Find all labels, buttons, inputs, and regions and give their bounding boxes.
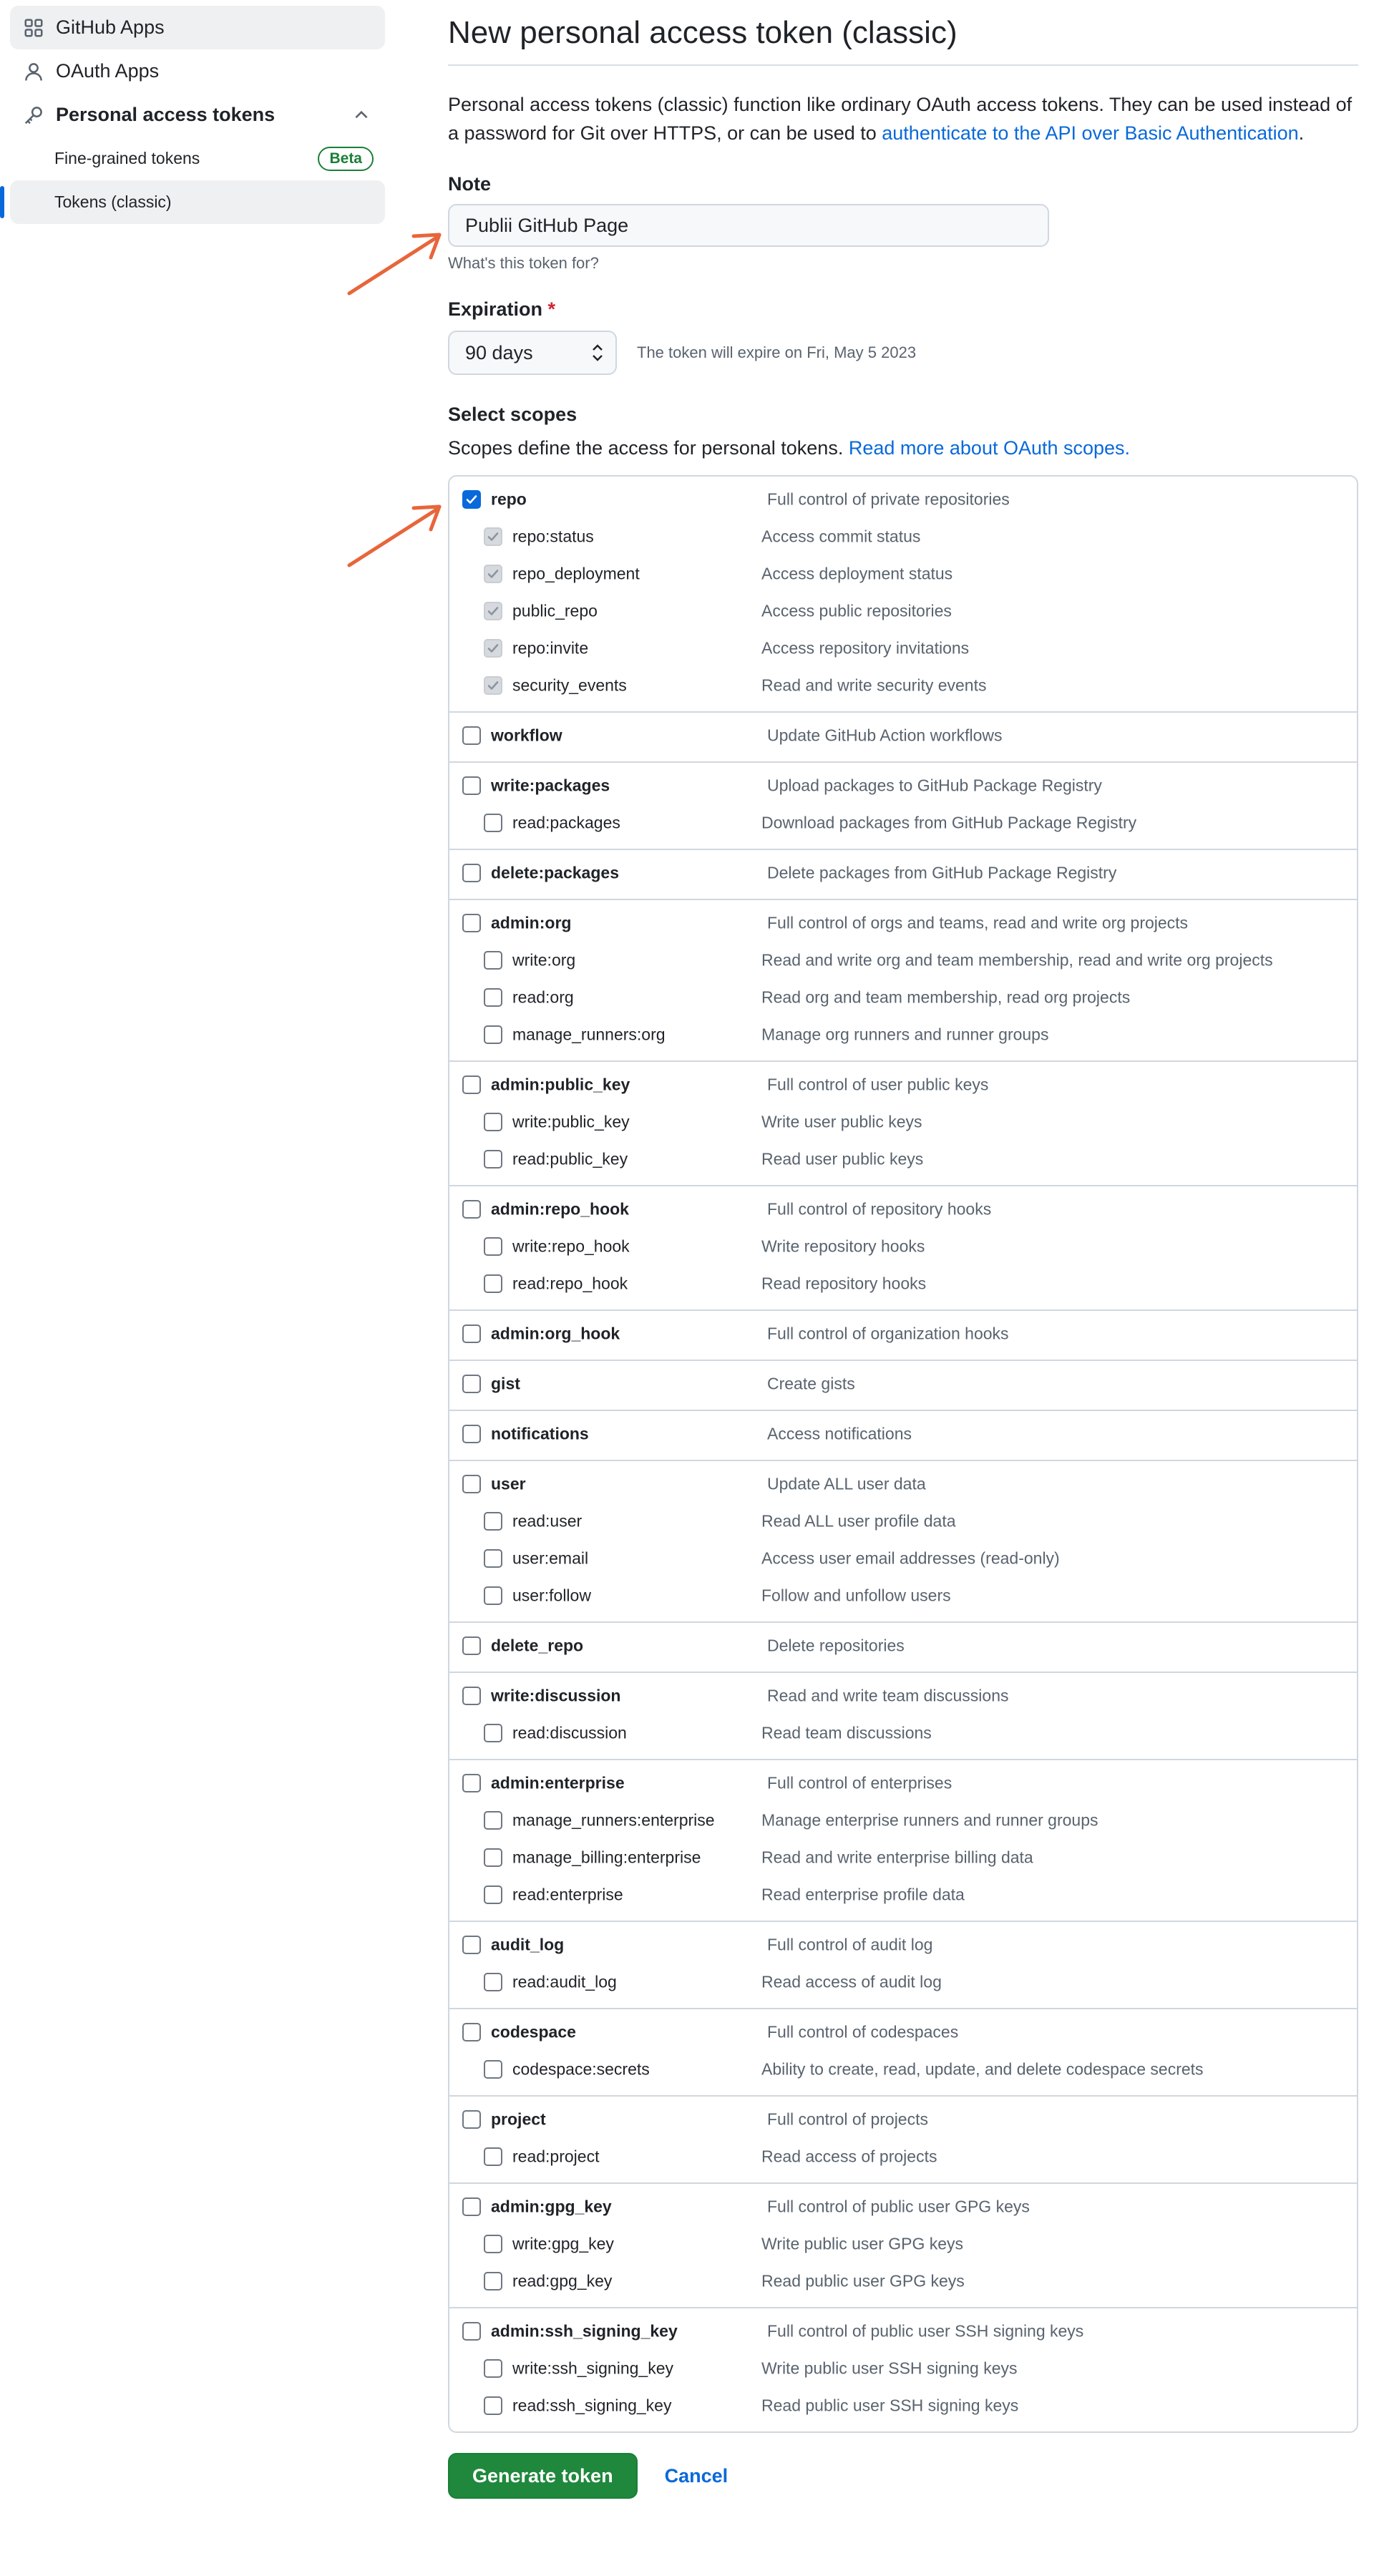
scope-row[interactable]	[449, 481, 1357, 518]
chevron-up-icon[interactable]	[352, 106, 371, 125]
subscope-row[interactable]	[449, 979, 1357, 1016]
subscope-row[interactable]	[449, 1802, 1357, 1839]
person-icon	[23, 61, 44, 82]
scope-group	[449, 2307, 1357, 2431]
scope-name: write:ssh_signing_key	[512, 2358, 674, 2378]
scope-row[interactable]	[449, 1627, 1357, 1664]
expiration-note: The token will expire on Fri, May 5 2023	[637, 343, 917, 361]
scope-name: write:packages	[491, 776, 610, 795]
scope-checkbox[interactable]	[462, 1687, 481, 1705]
scope-checkbox[interactable]	[462, 1200, 481, 1219]
scopes-desc-text: Scopes define the access for personal tokens.	[448, 437, 849, 459]
required-mark: *	[547, 298, 556, 320]
scope-row[interactable]	[449, 1365, 1357, 1402]
scope-description: Access user email addresses (read-only)	[761, 1548, 1060, 1568]
scope-checkbox[interactable]	[484, 2235, 502, 2253]
intro-body: Personal access tokens (classic) function like ordinary OAuth access tokens. They can be used instead of a password for Git over HTTPS, or can be used to	[448, 94, 1353, 144]
scope-name: admin:enterprise	[491, 1773, 625, 1792]
subscope-row[interactable]	[449, 1265, 1357, 1302]
scope-checkbox[interactable]	[462, 1075, 481, 1094]
scope-description: Full control of user public keys	[767, 1075, 989, 1094]
scope-name: gist	[491, 1374, 520, 1393]
scope-checkbox[interactable]	[462, 1425, 481, 1443]
scope-name: manage_runners:enterprise	[512, 1810, 715, 1830]
subscope-row[interactable]	[449, 2387, 1357, 2424]
scope-name: notifications	[491, 1424, 589, 1443]
subscope-row[interactable]	[449, 2350, 1357, 2387]
note-value: Publii GitHub Page	[465, 214, 629, 236]
scope-name: workflow	[491, 726, 562, 745]
scope-checkbox[interactable]	[462, 1375, 481, 1393]
scope-checkbox	[484, 527, 502, 546]
scope-group	[449, 1759, 1357, 1921]
scope-name: manage_billing:enterprise	[512, 1848, 701, 1867]
scopes-list	[448, 475, 1358, 2433]
scope-group	[449, 1921, 1357, 2008]
scope-description: Write repository hooks	[761, 1236, 925, 1256]
sidebar-item-label: OAuth Apps	[56, 60, 160, 82]
scope-row[interactable]	[449, 1677, 1357, 1714]
scope-name: admin:org_hook	[491, 1324, 620, 1343]
scope-description: Read public user GPG keys	[761, 2271, 965, 2290]
expiration-label-text: Expiration	[448, 298, 543, 320]
scope-group	[449, 1460, 1357, 1621]
scope-row[interactable]	[449, 1191, 1357, 1228]
scope-checkbox	[484, 565, 502, 583]
subscope-row[interactable]	[449, 667, 1357, 704]
scope-description: Manage org runners and runner groups	[761, 1025, 1049, 1044]
scope-group	[449, 2182, 1357, 2307]
scope-checkbox[interactable]	[462, 2023, 481, 2041]
scope-description: Delete repositories	[767, 1636, 905, 1655]
subscope-row[interactable]	[449, 2138, 1357, 2175]
scope-checkbox[interactable]	[484, 1885, 502, 1904]
scope-row[interactable]	[449, 1066, 1357, 1103]
scope-checkbox[interactable]	[484, 2147, 502, 2166]
scope-name: write:discussion	[491, 1686, 621, 1705]
scope-description: Delete packages from GitHub Package Registry	[767, 863, 1117, 882]
scope-group	[449, 1360, 1357, 1410]
scope-description: Read team discussions	[761, 1723, 932, 1742]
scope-name: write:org	[512, 950, 576, 970]
scope-description: Full control of repository hooks	[767, 1199, 992, 1219]
scope-description: Read and write enterprise billing data	[761, 1848, 1033, 1867]
oauth-scopes-link[interactable]: Read more about OAuth scopes.	[848, 437, 1131, 459]
scope-name: read:enterprise	[512, 1885, 623, 1904]
scope-name: read:project	[512, 2147, 600, 2166]
scope-name: write:repo_hook	[512, 1236, 630, 1256]
scope-name: project	[491, 2109, 546, 2129]
scope-checkbox[interactable]	[462, 914, 481, 932]
sidebar-item-fine-grained-tokens[interactable]	[10, 137, 385, 180]
scope-description: Full control of audit log	[767, 1935, 933, 1954]
scope-description: Full control of enterprises	[767, 1773, 952, 1792]
token-form	[448, 0, 1358, 2499]
scope-description: Access public repositories	[761, 601, 952, 620]
scope-description: Read user public keys	[761, 1149, 924, 1169]
scope-checkbox[interactable]	[484, 1274, 502, 1293]
scope-name: read:user	[512, 1511, 583, 1531]
key-icon	[23, 104, 44, 126]
scope-checkbox[interactable]	[484, 1973, 502, 1991]
scope-name: codespace	[491, 2022, 576, 2041]
scope-checkbox[interactable]	[484, 1113, 502, 1131]
scope-name: user:follow	[512, 1586, 591, 1605]
intro-text	[448, 90, 1358, 147]
scope-row[interactable]	[449, 2101, 1357, 2138]
expiration-select[interactable]	[448, 331, 617, 375]
scope-description: Full control of private repositories	[767, 489, 1010, 509]
scope-name: delete_repo	[491, 1636, 584, 1655]
scope-group	[449, 1060, 1357, 1185]
scope-description: Access notifications	[767, 1424, 912, 1443]
expiration-selected: 90 days	[465, 341, 533, 364]
sidebar-item-label: Tokens (classic)	[54, 192, 172, 211]
scope-name: user	[491, 1474, 526, 1493]
scope-description: Read enterprise profile data	[761, 1885, 965, 1904]
scope-name: write:public_key	[512, 1112, 630, 1131]
scope-checkbox[interactable]	[462, 2322, 481, 2341]
scope-group	[449, 1309, 1357, 1360]
subscope-row[interactable]	[449, 1228, 1357, 1265]
scope-group	[449, 2008, 1357, 2095]
scope-name: admin:gpg_key	[491, 2197, 612, 2216]
scope-name: public_repo	[512, 601, 598, 620]
expiration-row	[448, 331, 1358, 375]
scope-description: Full control of projects	[767, 2109, 928, 2129]
scopes-heading: Select scopes	[448, 404, 578, 425]
scope-name: read:org	[512, 987, 574, 1007]
scope-checkbox[interactable]	[462, 1774, 481, 1792]
scope-checkbox[interactable]	[484, 1811, 502, 1830]
basic-auth-link[interactable]: authenticate to the API over Basic Authentication	[882, 122, 1299, 144]
subscope-row[interactable]	[449, 1963, 1357, 2001]
scope-name: repo	[491, 489, 527, 509]
scope-name: security_events	[512, 675, 627, 695]
scope-row[interactable]	[449, 717, 1357, 754]
scope-row[interactable]	[449, 1415, 1357, 1453]
scope-description: Manage enterprise runners and runner groups	[761, 1810, 1098, 1830]
scope-checkbox[interactable]	[484, 814, 502, 832]
scope-description: Full control of public user SSH signing keys	[767, 2321, 1084, 2341]
scope-checkbox[interactable]	[462, 864, 481, 882]
scope-checkbox	[484, 639, 502, 658]
scope-description: Upload packages to GitHub Package Registry	[767, 776, 1102, 795]
subscope-row[interactable]	[449, 630, 1357, 667]
scope-description: Write public user GPG keys	[761, 2234, 964, 2253]
scope-name: admin:org	[491, 913, 572, 932]
scope-checkbox[interactable]	[462, 490, 481, 509]
scope-checkbox[interactable]	[462, 2197, 481, 2216]
scope-name: manage_runners:org	[512, 1025, 666, 1044]
scope-group	[449, 477, 1357, 711]
scope-description: Read access of projects	[761, 2147, 937, 2166]
sidebar-item-label: Personal access tokens	[56, 104, 276, 125]
subscope-row[interactable]	[449, 804, 1357, 841]
subscope-row[interactable]	[449, 592, 1357, 630]
scope-row[interactable]	[449, 2313, 1357, 2350]
subscope-row[interactable]	[449, 942, 1357, 979]
scope-description: Read ALL user profile data	[761, 1511, 956, 1531]
check-icon	[487, 642, 500, 655]
check-icon	[487, 605, 500, 618]
scope-description: Ability to create, read, update, and delete codespace secrets	[761, 2059, 1204, 2079]
scope-name: read:gpg_key	[512, 2271, 613, 2290]
sidebar-item-oauth-apps[interactable]	[10, 49, 385, 93]
scope-group	[449, 761, 1357, 849]
annotation-arrow-icon	[344, 222, 451, 301]
scope-name: admin:repo_hook	[491, 1199, 629, 1219]
scope-group	[449, 1410, 1357, 1460]
note-hint: What's this token for?	[448, 254, 599, 272]
scope-row[interactable]	[449, 2188, 1357, 2225]
scope-name: read:public_key	[512, 1149, 628, 1169]
scope-name: read:ssh_signing_key	[512, 2396, 672, 2415]
form-actions	[448, 2453, 1358, 2499]
scope-checkbox[interactable]	[484, 951, 502, 970]
scope-row[interactable]	[449, 767, 1357, 804]
scope-checkbox[interactable]	[462, 776, 481, 795]
scope-name: write:gpg_key	[512, 2234, 614, 2253]
scope-name: read:discussion	[512, 1723, 627, 1742]
note-input[interactable]	[448, 204, 1049, 247]
scope-description: Read access of audit log	[761, 1972, 942, 1991]
annotation-arrow-icon	[344, 494, 451, 572]
scope-checkbox[interactable]	[462, 2110, 481, 2129]
check-icon	[487, 567, 500, 580]
subscope-row[interactable]	[449, 518, 1357, 555]
scope-group	[449, 1621, 1357, 1672]
scope-row[interactable]	[449, 904, 1357, 942]
check-icon	[465, 493, 478, 506]
scope-description: Read and write org and team membership, read and write org projects	[761, 950, 1273, 970]
settings-sidebar	[10, 6, 385, 224]
scope-checkbox[interactable]	[462, 1636, 481, 1655]
scope-checkbox[interactable]	[462, 726, 481, 745]
subscope-row[interactable]	[449, 1714, 1357, 1752]
scope-group	[449, 1185, 1357, 1309]
scope-description: Full control of orgs and teams, read and write org projects	[767, 913, 1189, 932]
scope-checkbox[interactable]	[484, 2359, 502, 2378]
scope-description: Update GitHub Action workflows	[767, 726, 1003, 745]
sidebar-item-label: Fine-grained tokens	[54, 149, 200, 167]
expiration-label	[448, 298, 1358, 321]
scope-description: Full control of organization hooks	[767, 1324, 1009, 1343]
scope-group	[449, 2095, 1357, 2182]
scope-row[interactable]	[449, 1465, 1357, 1503]
subscope-row[interactable]	[449, 1016, 1357, 1053]
scope-checkbox	[484, 602, 502, 620]
scope-checkbox[interactable]	[484, 1025, 502, 1044]
scope-name: delete:packages	[491, 863, 619, 882]
scope-name: repo:status	[512, 527, 594, 546]
scope-checkbox[interactable]	[484, 1848, 502, 1867]
scope-description: Read org and team membership, read org projects	[761, 987, 1131, 1007]
scope-checkbox[interactable]	[462, 1936, 481, 1954]
cancel-link[interactable]: Cancel	[664, 2464, 729, 2487]
scope-name: read:audit_log	[512, 1972, 617, 1991]
check-icon	[487, 530, 500, 543]
scope-description: Access commit status	[761, 527, 921, 546]
scope-row[interactable]	[449, 2014, 1357, 2051]
sidebar-item-tokens-classic[interactable]	[10, 180, 385, 224]
scope-description: Access deployment status	[761, 564, 953, 583]
subscope-row[interactable]	[449, 2051, 1357, 2088]
scope-checkbox[interactable]	[462, 1475, 481, 1493]
sidebar-item-personal-access-tokens[interactable]	[10, 93, 385, 137]
scope-row[interactable]	[449, 1315, 1357, 1352]
scope-name: admin:ssh_signing_key	[491, 2321, 678, 2341]
subscope-row[interactable]	[449, 1839, 1357, 1876]
scope-name: repo_deployment	[512, 564, 640, 583]
scope-checkbox[interactable]	[484, 2060, 502, 2079]
scope-group	[449, 1672, 1357, 1759]
subscope-row[interactable]	[449, 2225, 1357, 2263]
sidebar-item-label: GitHub Apps	[56, 16, 165, 38]
apps-grid-icon	[23, 17, 44, 39]
scope-name: read:repo_hook	[512, 1274, 628, 1293]
note-label: Note	[448, 173, 491, 195]
scope-row[interactable]	[449, 1926, 1357, 1963]
scope-row[interactable]	[449, 1765, 1357, 1802]
scope-name: codespace:secrets	[512, 2059, 650, 2079]
scope-description: Read and write team discussions	[767, 1686, 1009, 1705]
subscope-row[interactable]	[449, 1876, 1357, 1913]
subscope-row[interactable]	[449, 1540, 1357, 1577]
scope-checkbox[interactable]	[484, 1237, 502, 1256]
scope-checkbox[interactable]	[462, 1324, 481, 1343]
scope-group	[449, 849, 1357, 899]
scope-description: Write user public keys	[761, 1112, 922, 1131]
scope-description: Full control of codespaces	[767, 2022, 959, 2041]
subscope-row[interactable]	[449, 555, 1357, 592]
scopes-description	[448, 437, 1358, 459]
scope-name: admin:public_key	[491, 1075, 630, 1094]
scope-description: Full control of public user GPG keys	[767, 2197, 1030, 2216]
scope-name: read:packages	[512, 813, 620, 832]
check-icon	[487, 679, 500, 692]
generate-token-button[interactable]: Generate token	[448, 2453, 638, 2499]
scope-description: Access repository invitations	[761, 638, 970, 658]
scope-checkbox[interactable]	[484, 2272, 502, 2290]
intro-end: .	[1298, 122, 1305, 144]
subscope-row[interactable]	[449, 1503, 1357, 1540]
scope-checkbox	[484, 676, 502, 695]
page-title: New personal access token (classic)	[448, 0, 1358, 66]
scope-checkbox[interactable]	[484, 1549, 502, 1568]
scope-name: audit_log	[491, 1935, 565, 1954]
subscope-row[interactable]	[449, 1577, 1357, 1614]
scope-description: Update ALL user data	[767, 1474, 926, 1493]
scope-row[interactable]	[449, 854, 1357, 892]
scope-description: Create gists	[767, 1374, 855, 1393]
scope-description: Write public user SSH signing keys	[761, 2358, 1018, 2378]
scope-name: repo:invite	[512, 638, 589, 658]
subscope-row[interactable]	[449, 2263, 1357, 2300]
scope-checkbox[interactable]	[484, 2396, 502, 2415]
scope-group	[449, 711, 1357, 761]
beta-badge: Beta	[318, 147, 374, 171]
scope-name: user:email	[512, 1548, 589, 1568]
sidebar-item-github-apps[interactable]	[10, 6, 385, 49]
subscope-row[interactable]	[449, 1103, 1357, 1141]
scope-checkbox[interactable]	[484, 1724, 502, 1742]
scope-checkbox[interactable]	[484, 1150, 502, 1169]
scope-description: Download packages from GitHub Package Registry	[761, 813, 1137, 832]
scope-checkbox[interactable]	[484, 1586, 502, 1605]
scope-group	[449, 899, 1357, 1060]
select-arrows-icon	[591, 343, 604, 363]
scope-checkbox[interactable]	[484, 988, 502, 1007]
subscope-row[interactable]	[449, 1141, 1357, 1178]
scope-checkbox[interactable]	[484, 1512, 502, 1531]
scope-description: Read and write security events	[761, 675, 987, 695]
scope-description: Read repository hooks	[761, 1274, 927, 1293]
scope-description: Follow and unfollow users	[761, 1586, 951, 1605]
scope-description: Read public user SSH signing keys	[761, 2396, 1019, 2415]
